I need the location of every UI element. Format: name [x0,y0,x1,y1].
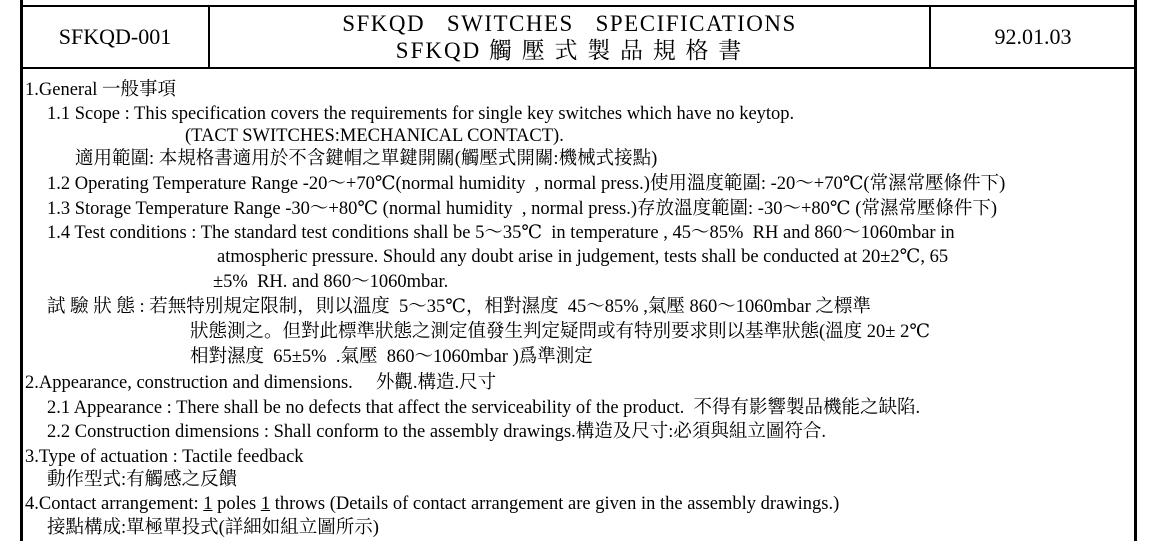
appearance-line: 2.1 Appearance : There shall be no defects that affect the serviceability of the product. 不得有影響製品機能之缺陷. [47,398,921,418]
contact-prefix: 4.Contact arrangement: [25,494,204,514]
test-conditions-line-3: ±5% RH. and 860～1060mbar. [213,272,449,292]
test-conditions-zh-line-1: 試 驗 狀 態 : 若無特別規定限制，則以溫度 5～35℃，相對濕度 45～85% ,氣壓 860～1060mbar 之標準 [47,297,871,317]
page-right-border [1134,0,1137,541]
section-3-heading: 3.Type of actuation : Tactile feedback [25,447,304,467]
construction-line: 2.2 Construction dimensions : Shall conform to the assembly drawings.構造及尺寸:必須與組立圖符合. [47,422,827,442]
scope-subline: (TACT SWITCHES:MECHANICAL CONTACT). [185,126,564,146]
throws-label: throws (Details of contact arrangement are given in the assembly drawings.) [270,494,840,514]
section-3-zh-line: 動作型式:有觸感之反饋 [47,470,238,490]
section-4-zh-line: 接點構成:單極單投式(詳細如組立圖所示) [47,518,379,538]
section-2-heading: 2.Appearance, construction and dimensions. 外觀.構造.尺寸 [25,373,497,393]
test-conditions-line-1: 1.4 Test conditions : The standard test conditions shall be 5～35℃ in temperature , 45～85% RH and 860～1060mbar in [47,223,955,243]
storage-temp-line: 1.3 Storage Temperature Range -30～+80℃ (normal humidity , normal press.)存放溫度範圍: -30～+80℃ (常濕常壓條件下) [47,199,998,219]
scope-line: 1.1 Scope : This specification covers the requirements for single key switches which have no keytop. [47,104,795,124]
operating-temp-line: 1.2 Operating Temperature Range -20～+70℃(normal humidity , normal press.)使用溫度範圍: -20～+70℃(常濕常壓條件下) [47,174,1006,194]
test-conditions-line-2: atmospheric pressure. Should any doubt arise in judgement, tests shall be conducted at 20±2℃, 65 [217,247,949,267]
doc-title-block [210,7,931,67]
test-conditions-zh-line-2: 狀態測之。但對此標準狀態之測定值發生判定疑問或有特別要求則以基準狀態(溫度 20± 2℃ [190,322,931,342]
doc-code: SFKQD-001 [22,7,210,67]
test-conditions-zh-line-3: 相對濕度 65±5% .氣壓 860～1060mbar )爲準測定 [190,347,593,367]
throws-value: 1 [260,494,271,514]
section-4-heading [25,493,839,515]
poles-value: 1 [203,494,213,514]
poles-label: poles [212,494,261,514]
document-header [20,5,1137,69]
scope-zh-line: 適用範圍: 本規格書適用於不含鍵帽之單鍵開關(觸壓式開關:機械式接點) [75,149,658,169]
doc-title-en: SFKQD SWITCHES SPECIFICATIONS [342,11,797,36]
section-1-heading: 1.General 一般事項 [25,80,177,100]
page-left-border [20,0,23,541]
doc-title-zh: SFKQD 觸 壓 式 製 品 規 格 書 [395,38,744,63]
doc-date: 92.01.03 [994,24,1072,49]
